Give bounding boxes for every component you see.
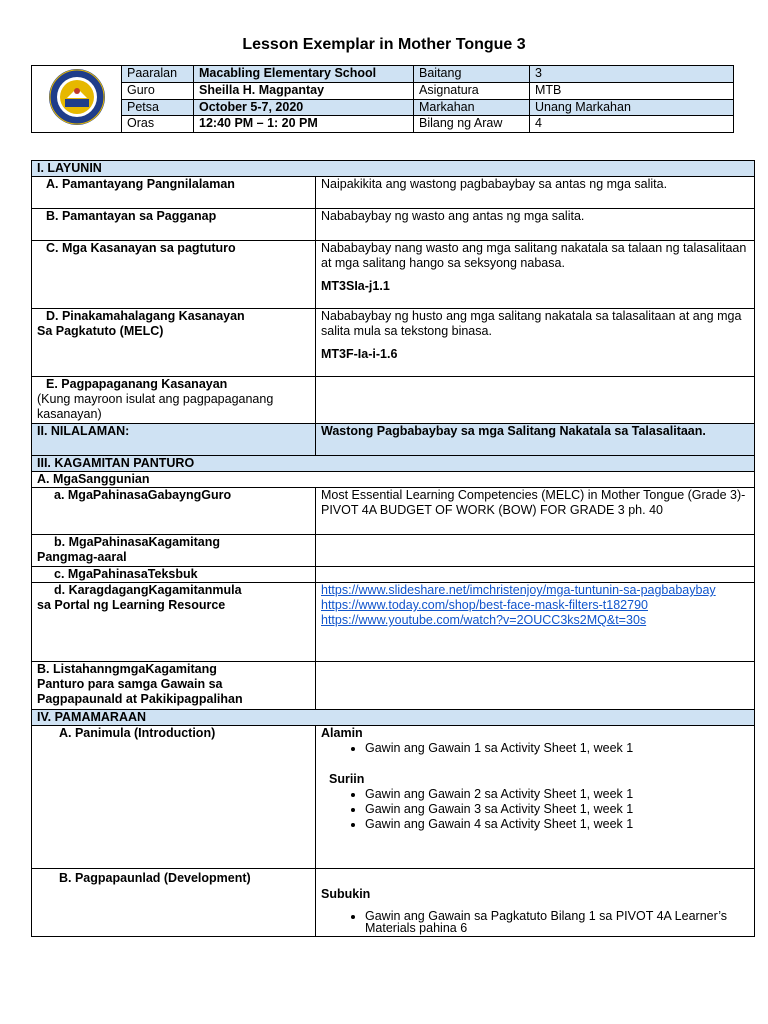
row-label: A. Panimula (Introduction): [32, 726, 316, 869]
row-text: [316, 583, 755, 662]
row-label: B. Pagpapaunlad (Development): [32, 869, 316, 937]
row-label-line: sa Portal ng Learning Resource: [37, 598, 226, 612]
list-item: • Gawin ang Gawain 2 sa Activity Sheet 1, week 1: [365, 787, 749, 802]
list-item: • Gawin ang Gawain 4 sa Activity Sheet 1, week 1: [365, 817, 749, 832]
subsection-sanggunian: A. MgaSanggunian: [32, 472, 755, 488]
row-label-line: Pangmag-aaral: [37, 550, 127, 564]
row-label: C. Mga Kasanayan sa pagtuturo: [32, 241, 316, 309]
lesson-table: [31, 160, 755, 937]
competency-code: MT3F-Ia-i-1.6: [321, 347, 398, 361]
hdr-value: 12:40 PM – 1: 20 PM: [194, 116, 414, 133]
row-label: [32, 662, 316, 710]
row-text: [316, 726, 755, 869]
row-label: c. MgaPahinasaTeksbuk: [32, 567, 316, 583]
step-heading: Suriin: [329, 772, 365, 786]
resource-link[interactable]: https://www.youtube.com/watch?v=2OUCC3ks2MQ&t=30s: [321, 613, 647, 627]
row-label-line: Panturo para samga Gawain sa: [37, 677, 223, 691]
row-label: [32, 535, 316, 567]
alamin-list: [321, 741, 749, 756]
hdr-value: 4: [530, 116, 734, 133]
hdr-value: Unang Markahan: [530, 99, 734, 116]
hdr-key: Oras: [122, 116, 194, 133]
hdr-key: Asignatura: [414, 82, 530, 99]
school-seal-icon: [32, 66, 122, 128]
document-title: Lesson Exemplar in Mother Tongue 3: [242, 36, 526, 53]
hdr-key: Guro: [122, 82, 194, 99]
row-text: [316, 869, 755, 937]
objective-text: Nababaybay ng husto ang mga salitang nakatala sa talasalitaan at ang mga salita mula sa tekstong binasa.: [321, 309, 742, 338]
row-label-line: b. MgaPahinasaKagamitang: [54, 535, 221, 549]
row-text: Nababaybay ng wasto ang antas ng mga salita.: [316, 209, 755, 241]
hdr-value: October 5-7, 2020: [194, 99, 414, 116]
step-heading: Subukin: [321, 887, 371, 901]
step-heading: Alamin: [321, 726, 363, 740]
competency-code: MT3SIa-j1.1: [321, 279, 390, 293]
row-label-line: Pagpapaunald at Pakikipagpalihan: [37, 692, 243, 706]
subukin-list: [321, 910, 749, 934]
school-logo-cell: [32, 66, 122, 133]
row-text: [316, 377, 755, 424]
row-text: Naipakikita ang wastong pagbabaybay sa antas ng mga salita.: [316, 177, 755, 209]
section-header-nilalaman: II. NILALAMAN:: [32, 424, 316, 456]
hdr-key: Markahan: [414, 99, 530, 116]
hdr-value: MTB: [530, 82, 734, 99]
list-item: • Gawin ang Gawain 3 sa Activity Sheet 1, week 1: [365, 802, 749, 817]
row-text: Most Essential Learning Competencies (MELC) in Mother Tongue (Grade 3)- PIVOT 4A BUDGET OF WORK (BOW) FOR GRADE 3 ph. 40: [316, 488, 755, 535]
row-label-line: D. Pinakamahalagang Kasanayan: [46, 309, 245, 323]
section-header-pamamaraan: IV. PAMAMARAAN: [32, 710, 755, 726]
row-note: (Kung mayroon isulat ang pagpapaganang kasanayan): [37, 392, 274, 421]
row-label-line: Sa Pagkatuto (MELC): [37, 324, 164, 338]
row-text: [316, 241, 755, 309]
row-label: A. Pamantayang Pangnilalaman: [32, 177, 316, 209]
list-item: • Gawin ang Gawain sa Pagkatuto Bilang 1 sa PIVOT 4A Learner’s Materials pahina 6: [365, 910, 749, 934]
row-text: [316, 535, 755, 567]
hdr-value: Macabling Elementary School: [194, 66, 414, 83]
header-table: [31, 65, 734, 133]
row-label: a. MgaPahinasaGabayngGuro: [32, 488, 316, 535]
row-label-line: B. ListahanngmgaKagamitang: [37, 662, 217, 676]
row-label-line: d. KaragdagangKagamitanmula: [54, 583, 242, 597]
row-label: [32, 377, 316, 424]
hdr-key: Baitang: [414, 66, 530, 83]
suriin-list: [321, 787, 749, 832]
row-label: [32, 309, 316, 377]
hdr-value: 3: [530, 66, 734, 83]
objective-text: Nababaybay nang wasto ang mga salitang nakatala sa talaan ng talasalitaan at mga salitang hango sa seksyong nabasa.: [321, 241, 747, 270]
section-header-kagamitan: III. KAGAMITAN PANTURO: [32, 456, 755, 472]
row-text: [316, 309, 755, 377]
resource-link[interactable]: https://www.today.com/shop/best-face-mask-filters-t182790: [321, 598, 648, 612]
row-label: [32, 583, 316, 662]
row-label: B. Pamantayan sa Pagganap: [32, 209, 316, 241]
row-text: [316, 662, 755, 710]
row-label-line: E. Pagpapaganang Kasanayan: [46, 377, 228, 391]
row-text: [316, 567, 755, 583]
hdr-key: Petsa: [122, 99, 194, 116]
list-item: • Gawin ang Gawain 1 sa Activity Sheet 1, week 1: [365, 741, 749, 756]
section-header-layunin: I. LAYUNIN: [32, 161, 755, 177]
hdr-key: Bilang ng Araw: [414, 116, 530, 133]
resource-link[interactable]: https://www.slideshare.net/imchristenjoy/mga-tuntunin-sa-pagbabaybay: [321, 583, 716, 597]
hdr-key: Paaralan: [122, 66, 194, 83]
hdr-value: Sheilla H. Magpantay: [194, 82, 414, 99]
content-title: Wastong Pagbabaybay sa mga Salitang Nakatala sa Talasalitaan.: [316, 424, 755, 456]
